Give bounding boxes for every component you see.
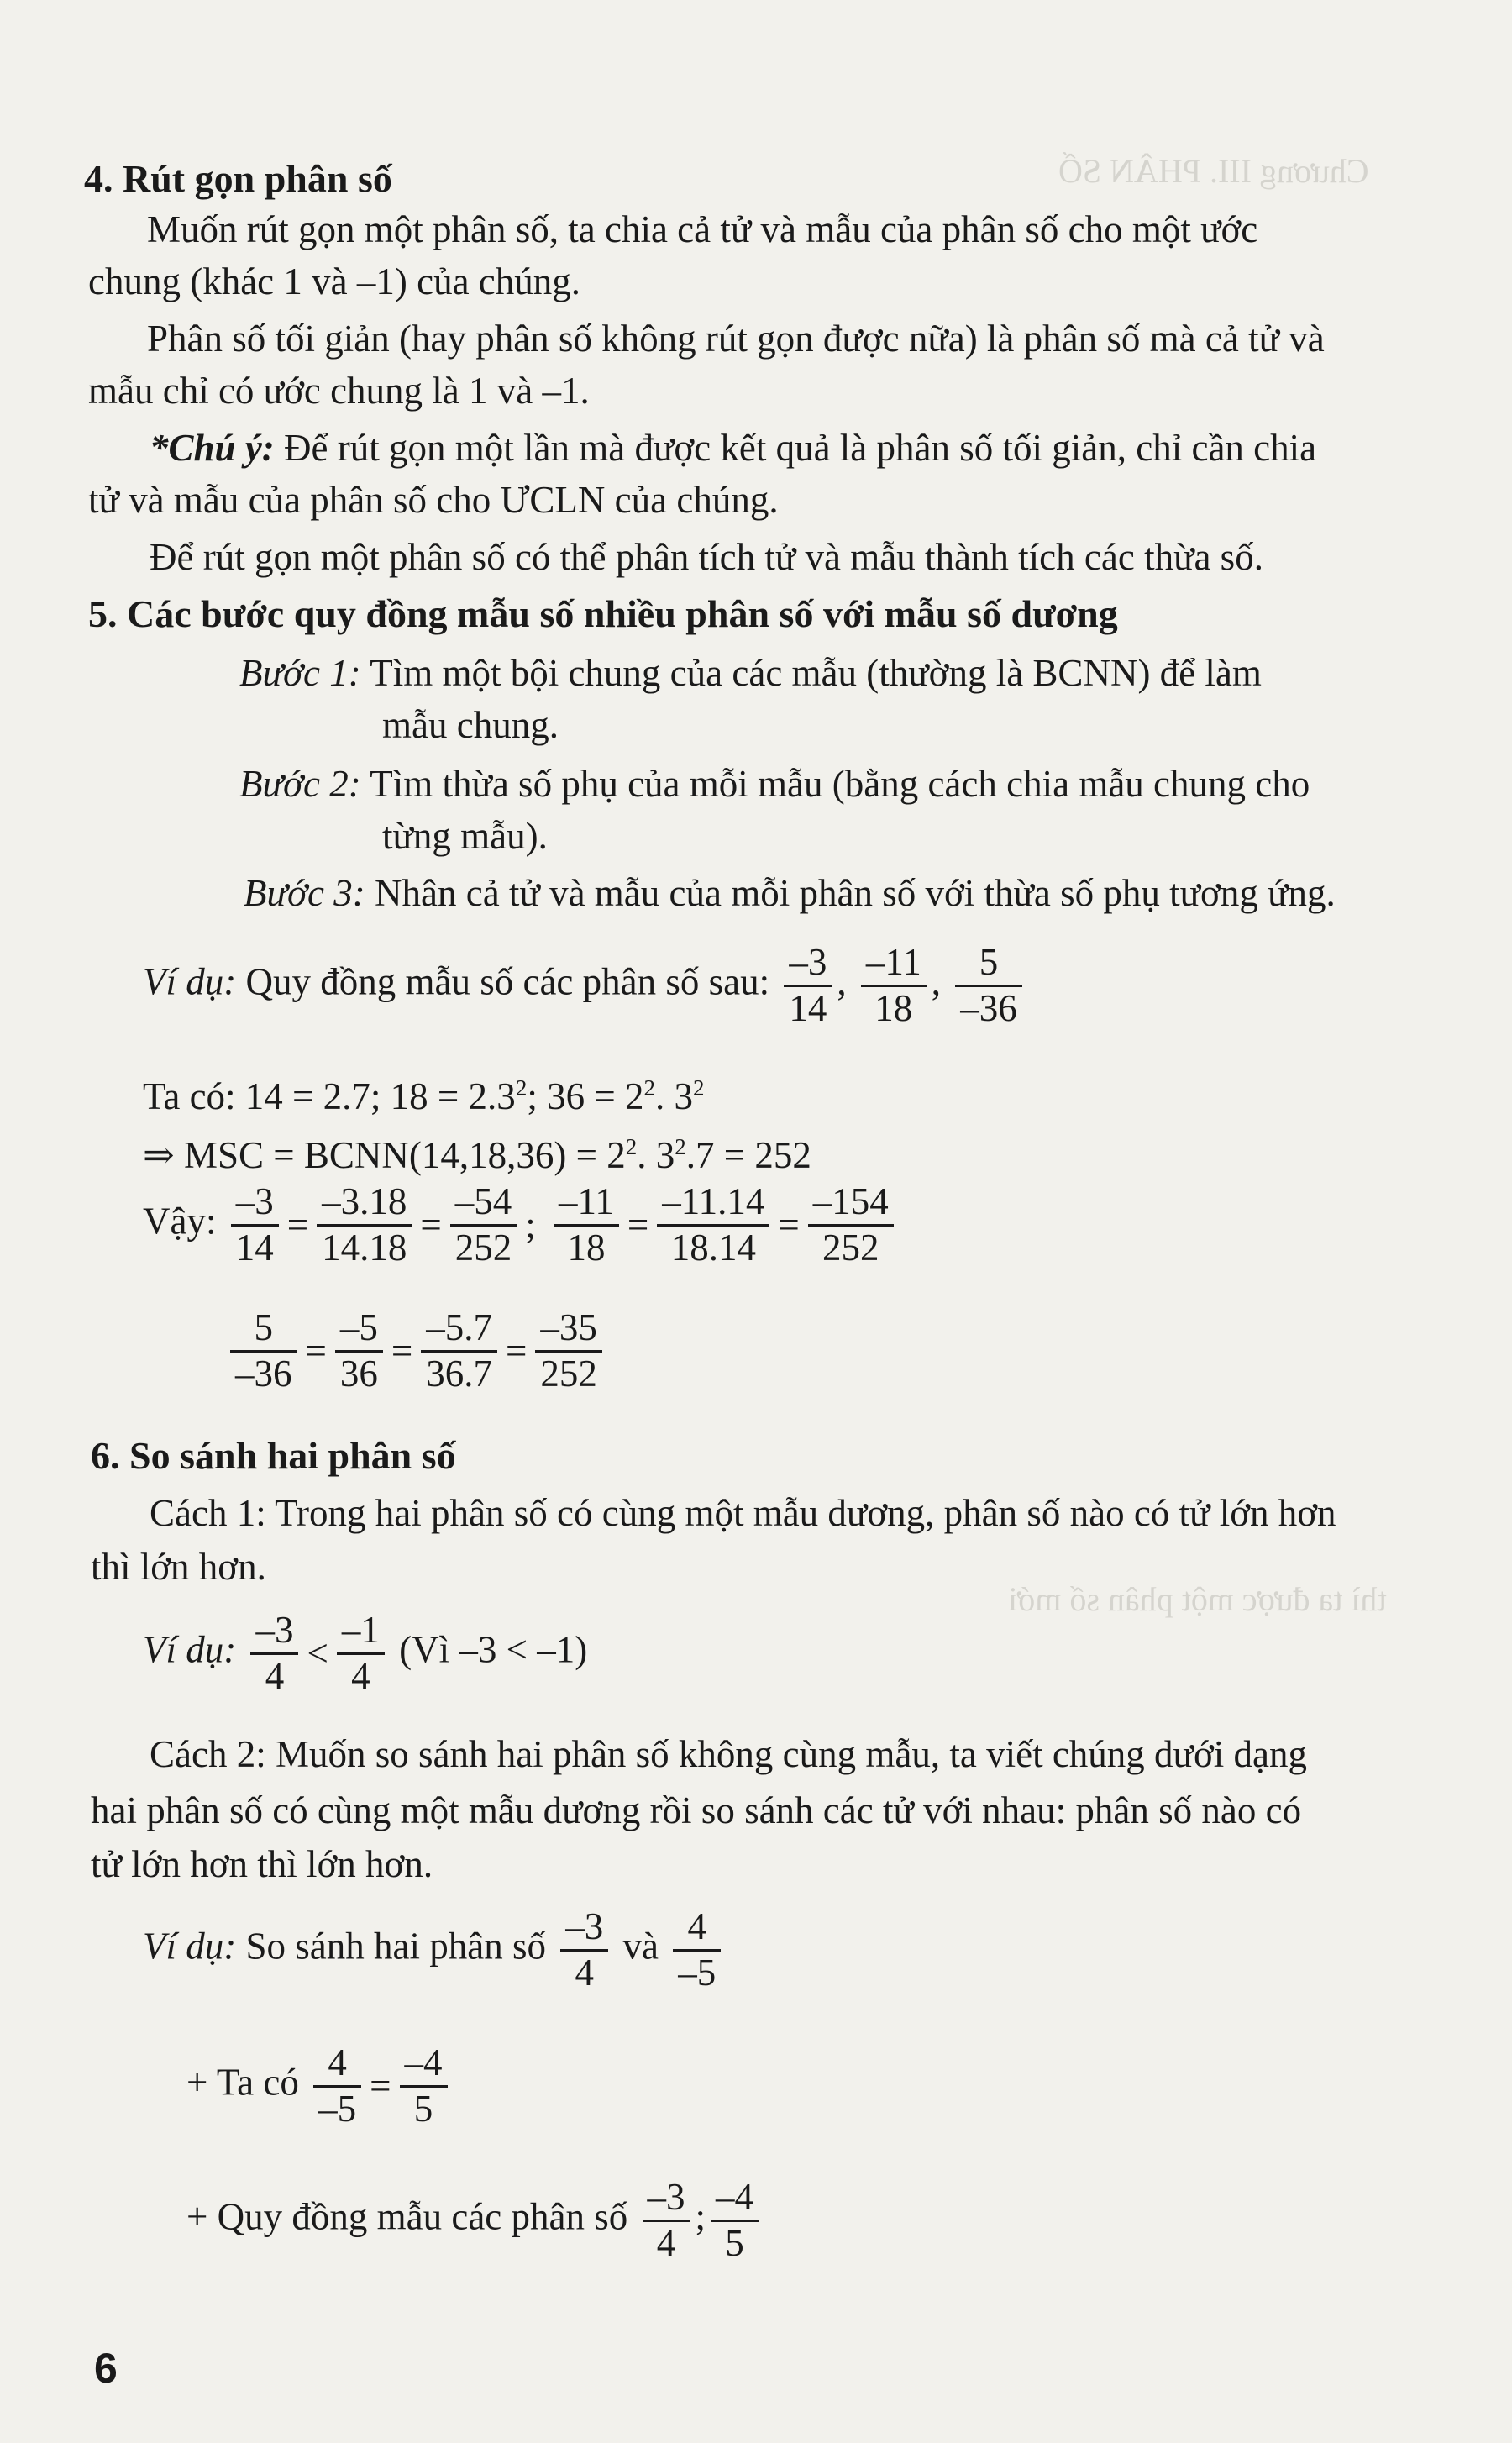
step-2-line-a bbox=[239, 756, 1310, 812]
result-row-2 bbox=[225, 1306, 607, 1396]
factorization-line: Ta có: 14 = 2.7; $18 = 2.3^2$; $36 = 2^2$. $3^2$ bbox=[143, 1075, 705, 1117]
example-reason: (Vì –3 < –1) bbox=[399, 1628, 588, 1671]
section-4-para-2a: Phân số tối giản (hay phân số không rút gọn được nữa) là phân số mà cả tử và bbox=[147, 318, 1325, 360]
step-2-label: Bước 2: bbox=[239, 763, 361, 805]
fraction bbox=[317, 1180, 412, 1270]
numerator: –4 bbox=[711, 2176, 759, 2222]
denominator: 4 bbox=[575, 1951, 594, 1994]
numerator: 5 bbox=[230, 1306, 297, 1353]
numerator: –3 bbox=[250, 1609, 298, 1655]
fraction bbox=[337, 1609, 385, 1699]
fraction bbox=[554, 1180, 619, 1270]
section-4-para-1a: Muốn rút gọn một phân số, ta chia cả tử và mẫu của phân số cho một ước bbox=[147, 208, 1258, 250]
step-1-label: Bước 1: bbox=[239, 652, 361, 694]
section-4-para-1b: chung (khác 1 và –1) của chúng. bbox=[88, 260, 581, 302]
example-label: Ví dụ: bbox=[143, 960, 237, 1003]
fraction bbox=[535, 1306, 602, 1396]
section-4-para-3: Để rút gọn một phân số có thể phân tích tử và mẫu thành tích các thừa số. bbox=[150, 536, 1263, 578]
method-2-line-c: tử lớn hơn thì lớn hơn. bbox=[91, 1843, 433, 1885]
exponent: 2 bbox=[692, 1075, 705, 1101]
operator: = bbox=[391, 1330, 413, 1373]
step-1-line-b: mẫu chung. bbox=[382, 704, 559, 746]
numerator: –3 bbox=[560, 1905, 608, 1952]
denominator: 252 bbox=[540, 1352, 597, 1395]
exponent: 2 bbox=[643, 1075, 655, 1101]
section-5-heading: 5. Các bước quy đồng mẫu số nhiều phân số với mẫu số dương bbox=[88, 592, 1118, 635]
numerator: –11.14 bbox=[657, 1180, 769, 1227]
denominator: 36.7 bbox=[426, 1352, 493, 1395]
fraction bbox=[400, 2041, 448, 2131]
step-3-label: Bước 3: bbox=[244, 872, 365, 914]
denominator: 4 bbox=[351, 1654, 370, 1697]
section-4-note-b: tử và mẫu của phân số cho ƯCLN của chúng. bbox=[88, 479, 779, 521]
msc-line: ⇒ MSC = BCNN(14,18,36) = $2^2$. $3^2.7 = 252$ bbox=[143, 1134, 811, 1176]
numerator: 5 bbox=[955, 941, 1022, 987]
method-2-line-b: hai phân số có cùng một mẫu dương rồi so sánh các tử với nhau: phân số nào có bbox=[91, 1789, 1302, 1831]
method-2-line-a: Cách 2: Muốn so sánh hai phân số không cùng mẫu, ta viết chúng dưới dạng bbox=[150, 1733, 1307, 1775]
section-4-heading: 4. Rút gọn phân số bbox=[84, 157, 392, 200]
page-number: 6 bbox=[94, 2345, 118, 2392]
operator: = bbox=[305, 1330, 327, 1373]
fraction bbox=[230, 1306, 297, 1396]
denominator: 18.14 bbox=[670, 1226, 756, 1269]
note-label: *Chú ý: bbox=[150, 427, 275, 469]
numerator: –5 bbox=[335, 1306, 383, 1353]
bleed-through-text: Chương III. PHÂN SỐ bbox=[1058, 152, 1369, 190]
fraction bbox=[643, 2176, 690, 2266]
numerator: –35 bbox=[535, 1306, 602, 1353]
denominator: 36 bbox=[339, 1352, 378, 1395]
denominator: 18 bbox=[567, 1226, 606, 1269]
fraction bbox=[673, 1905, 721, 1995]
denominator: 14 bbox=[235, 1226, 274, 1269]
example-label: Ví dụ: bbox=[143, 1628, 237, 1671]
fraction bbox=[231, 1180, 279, 1270]
step-quy-dong-line: + Quy đồng mẫu các phân số $\frac{-3}{4}$ ; $\frac{-4}{5}$ bbox=[186, 2176, 764, 2266]
numerator: –3.18 bbox=[317, 1180, 412, 1227]
fraction bbox=[450, 1180, 517, 1270]
numerator: –154 bbox=[808, 1180, 894, 1227]
denominator: 14 bbox=[789, 986, 827, 1029]
fraction bbox=[335, 1306, 383, 1396]
denominator: –5 bbox=[318, 2087, 357, 2130]
denominator: –5 bbox=[678, 1951, 717, 1994]
exponent: 2 bbox=[515, 1075, 528, 1101]
numerator: –5.7 bbox=[421, 1306, 497, 1353]
step-3-text: Nhân cả tử và mẫu của mỗi phân số với thừa số phụ tương ứng. bbox=[365, 872, 1336, 914]
fraction bbox=[955, 941, 1022, 1031]
operator: = bbox=[506, 1330, 528, 1373]
example-label: Ví dụ: bbox=[143, 1925, 237, 1968]
step-3-line bbox=[244, 865, 1336, 921]
denominator: –36 bbox=[235, 1352, 292, 1395]
denominator: –36 bbox=[960, 986, 1017, 1029]
example-6b-line bbox=[143, 1905, 726, 1995]
denominator: 18 bbox=[874, 986, 913, 1029]
fraction bbox=[711, 2176, 759, 2266]
denominator: 252 bbox=[454, 1226, 512, 1269]
fraction bbox=[657, 1180, 769, 1270]
and-word: và bbox=[622, 1925, 659, 1968]
denominator: 5 bbox=[413, 2087, 433, 2130]
result-row-1 bbox=[143, 1180, 899, 1270]
numerator: 4 bbox=[313, 2041, 361, 2088]
fraction bbox=[421, 1306, 497, 1396]
example-text: Quy đồng mẫu số các phân số sau: bbox=[236, 960, 770, 1003]
numerator: –11 bbox=[554, 1180, 619, 1227]
numerator: 4 bbox=[673, 1905, 721, 1952]
exponent: 2 bbox=[675, 1134, 686, 1159]
fraction bbox=[808, 1180, 894, 1270]
method-1-line-a: Cách 1: Trong hai phân số có cùng một mẫu dương, phân số nào có tử lớn hơn bbox=[150, 1492, 1336, 1534]
operator: = bbox=[778, 1204, 800, 1247]
section-4-note-a bbox=[150, 420, 1316, 475]
fraction bbox=[560, 1905, 608, 1995]
numerator: –1 bbox=[337, 1609, 385, 1655]
fraction bbox=[784, 941, 832, 1031]
example-6a-line bbox=[143, 1609, 587, 1699]
numerator: –54 bbox=[450, 1180, 517, 1227]
fraction bbox=[313, 2041, 361, 2131]
example-text: So sánh hai phân số bbox=[236, 1925, 546, 1968]
operator: = bbox=[420, 1204, 442, 1247]
denominator: 252 bbox=[822, 1226, 879, 1269]
vay-label: Vậy: bbox=[143, 1200, 217, 1243]
step-1-text: Tìm một bội chung của các mẫu (thường là BCNN) để làm bbox=[360, 652, 1262, 694]
operator: = bbox=[286, 1204, 309, 1247]
fraction bbox=[861, 941, 927, 1031]
step-2-line-b: từng mẫu). bbox=[382, 815, 548, 857]
method-1-line-b: thì lớn hơn. bbox=[91, 1546, 266, 1588]
numerator: –11 bbox=[861, 941, 927, 987]
operator: = bbox=[627, 1204, 649, 1247]
numerator: –3 bbox=[784, 941, 832, 987]
operator: ; bbox=[525, 1204, 536, 1247]
denominator: 5 bbox=[725, 2221, 744, 2264]
section-6-heading: 6. So sánh hai phân số bbox=[91, 1434, 456, 1477]
exponent: 2 bbox=[625, 1134, 638, 1159]
note-text: Để rút gọn một lần mà được kết quả là phân số tối giản, chỉ cần chia bbox=[274, 427, 1317, 469]
example-5-line: Ví dụ: Quy đồng mẫu số các phân số sau: $\frac{-3}{14}$ , $\frac{-11}{18}$ , $\frac{5}{-36}$ bbox=[143, 941, 1027, 1031]
operator: < bbox=[307, 1632, 328, 1675]
denominator: 4 bbox=[656, 2221, 676, 2264]
step-1-line-a bbox=[239, 645, 1262, 701]
numerator: –4 bbox=[400, 2041, 448, 2088]
bleed-through-text: thì ta được một phân số mới bbox=[1008, 1580, 1387, 1618]
operator: = bbox=[370, 2065, 391, 2108]
denominator: 14.18 bbox=[322, 1226, 407, 1269]
denominator: 4 bbox=[265, 1654, 285, 1697]
section-4-para-2b: mẫu chỉ có ước chung là 1 và –1. bbox=[88, 370, 590, 412]
numerator: –3 bbox=[643, 2176, 690, 2222]
step-2-text: Tìm thừa số phụ của mỗi mẫu (bằng cách chia mẫu chung cho bbox=[360, 763, 1310, 805]
step-ta-co-line: + Ta có $\frac{4}{-5}$ = $\frac{-4}{5}$ bbox=[186, 2041, 453, 2131]
fraction bbox=[250, 1609, 298, 1699]
numerator: –3 bbox=[231, 1180, 279, 1227]
